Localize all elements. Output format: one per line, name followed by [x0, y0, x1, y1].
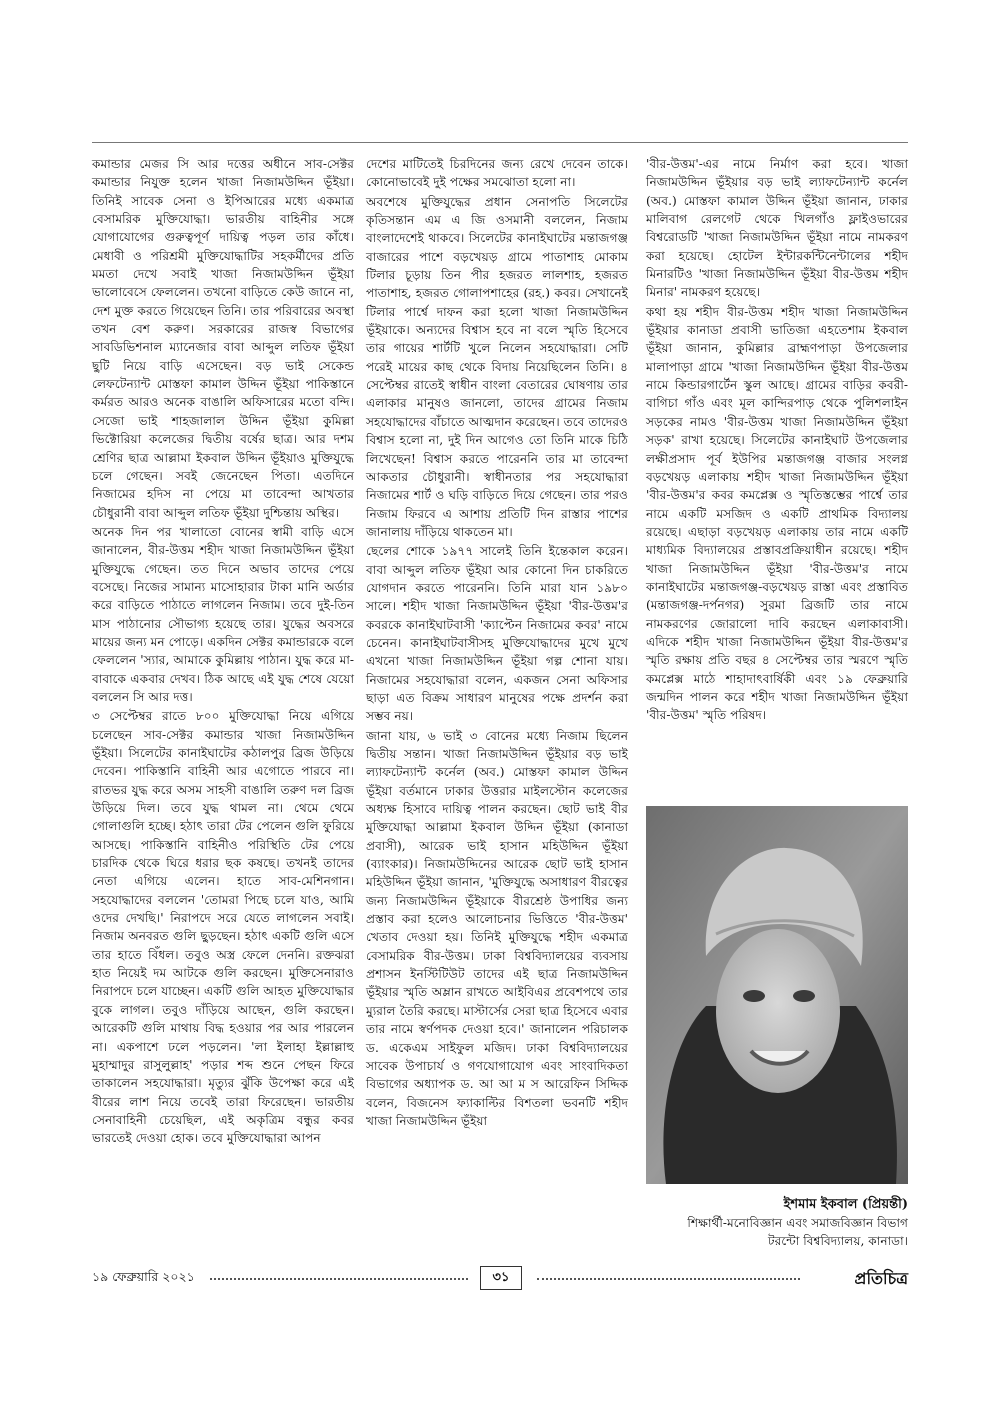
author-photo: [646, 806, 908, 1184]
publication-logo: প্রতিচিত্র: [854, 1269, 908, 1288]
paragraph: 'বীর-উত্তম'-এর নামে নির্মাণ করা হবে। খাজা নিজামউদ্দিন ভূঁইয়ার বড় ভাই ল্যাফটেন্যান্ট কর্নেল (অব.) মোস্তফা কামাল উদ্দিন ভূঁইয়া জানান, ঢাকার মালিবাগ রেলগেট থেকে খিলগাঁও ফ্লাইওভারের বিশ্বরোডটি 'খাজা নিজামউদ্দিন ভূঁইয়া নামে নামকরণ করা হয়েছে। হোটেল ইন্টারকন্টিনেন্টালের শহীদ মিনারটিও 'খাজা নিজামউদ্দিন ভূঁইয়া বীর-উত্তম শহীদ মিনার' নামকরণ হয়েছে।: [646, 157, 908, 300]
author-photo-image: [646, 806, 908, 1184]
paragraph: ছেলের শোকে ১৯৭৭ সালেই তিনি ইন্তেকাল করেন। বাবা আব্দুল লতিফ ভূঁইয়া আর কোনো দিন চাকরিতে যোগদান করতে পারেননি। তিনি মারা যান ১৯৮০ সালে। শহীদ খাজা নিজামউদ্দিন ভূঁইয়া 'বীর-উত্তম'র কবরকে কানাইঘাটবাসী 'ক্যাপ্টেন নিজামের কবর' নামে চেনেন। কানাইঘাটবাসীসহ মুক্তিযোদ্ধাদের মুখে মুখে এখনো খাজা নিজামউদ্দিন ভূঁইয়া গল্প শোনা যায়। নিজামের সহযোদ্ধারা বলেন, একজন সেনা অফিসার ছাড়া এত বিক্রম সাধারণ মানুষের পক্ষে প্রদর্শন করা সম্ভব নয়।: [366, 544, 628, 724]
page-number: ৩১: [480, 1266, 522, 1290]
caption-name: ইশমাম ইকবাল (প্রিয়ন্তী): [783, 1197, 908, 1212]
caption-line-1: শিক্ষার্থী-মনোবিজ্ঞান এবং সমাজবিজ্ঞান বিভাগ: [687, 1216, 908, 1230]
footer-date: ১৯ ফেব্রুয়ারি ২০২১: [92, 1269, 195, 1284]
header-rule: [92, 142, 908, 143]
paragraph: জানা যায়, ৬ ভাই ৩ বোনের মধ্যে নিজাম ছিলেন দ্বিতীয় সন্তান। খাজা নিজামউদ্দিন ভূঁইয়ার বড় ভাই ল্যাফটেন্যান্ট কর্নেল (অব.) মোস্তফা কামাল উদ্দিন ভূঁইয়া বর্তমানে ঢাকার উত্তরার মাইলস্টোন কলেজের অধ্যক্ষ হিসাবে দায়িত্ব পালন করছেন। ছোট ভাই বীর মুক্তিযোদ্ধা আল্লামা ইকবাল উদ্দিন ভূঁইয়া (কানাডা প্রবাসী), আরেক ভাই হাসান মহিউদ্দিন ভূঁইয়া (ব্যাংকার)। নিজামউদ্দিনের আরেক ছোট ভাই হাসান মহিউদ্দিন ভূঁইয়া জানান, 'মুক্তিযুদ্ধে অসাধারণ বীরত্বের জন্য নিজামউদ্দিন ভূঁইয়াকে বীরশ্রেষ্ঠ উপাধির জন্য প্রস্তাব করা হলেও আলোচনার ভিত্তিতে 'বীর-উত্তম' খেতাব দেওয়া হয়। তিনিই মুক্তিযুদ্ধে শহীদ একমাত্র বেসামরিক বীর-উত্তম। ঢাকা বিশ্ববিদ্যালয়ের ব্যবসায় প্রশাসন ইনস্টিটিউট তাদের এই ছাত্র নিজামউদ্দিন ভূঁইয়ার স্মৃতি অম্লান রাখতে আইবিএর প্রবেশপথে তার ম্যুরাল তৈরি করছে। মাস্টার্সের সেরা ছাত্র হিসেবে এবার তার নামে স্বর্ণপদক দেওয়া হবে।' জানালেন পরিচালক ড. একেএম সাইফুল মজিদ। ঢাকা বিশ্ববিদ্যালয়ের সাবেক উপাচার্য ও গণযোগাযোগ এবং সাংবাদিকতা বিভাগের অধ্যাপক ড. আ আ ম স আরেফিন সিদ্দিক বলেন, বিজনেস ফ্যাকাল্টির বিশতলা ভবনটি শহীদ খাজা নিজামউদ্দিন ভূঁইয়া: [366, 728, 628, 1128]
article-column-2: [366, 155, 628, 1131]
article-column-1: [92, 155, 354, 1149]
paragraph: কথা হয় শহীদ বীর-উত্তম শহীদ খাজা নিজামউদ্দিন ভূঁইয়ার কানাডা প্রবাসী ভাতিজা এহতেশাম ইকবাল ভূঁইয়া জানান, কুমিল্লার ব্রাহ্মণপাড়া উপজেলার মালাপাড়া গ্রামে 'খাজা নিজামউদ্দিন ভূঁইয়া বীর-উত্তম নামে কিন্ডারগার্টেন স্কুল আছে। গ্রামের বাড়ির কবরী-বাগিচা গাঁও এবং মূল কান্দিরপাড় থেকে পুলিশলাইন সড়কের নামও 'বীর-উত্তম খাজা নিজামউদ্দিন ভূঁইয়া সড়ক' রাখা হয়েছে। সিলেটের কানাইঘাট উপজেলার লক্ষীপ্রসাদ পূর্ব ইউপির মন্তাজগঞ্জ বাজার সংলগ্ন বড়খেয়ড় এলাকায় শহীদ খাজা নিজামউদ্দিন ভূঁইয়া 'বীর-উত্তম'র কবর কমপ্লেক্স ও স্মৃতিস্তম্ভের পার্শ্বে তার নামে একটি মসজিদ ও একটি প্রাথমিক বিদ্যালয় রয়েছে। এছাড়া বড়খেয়ড় এলাকায় তার নামে একটি মাধ্যমিক বিদ্যালয়ের প্রস্তাবপ্রক্রিয়াধীন রয়েছে। শহীদ খাজা নিজামউদ্দিন ভূঁইয়া 'বীর-উত্তম'র নামে কানাইঘাটের মন্তাজগঞ্জ-বড়খেয়ড় রাস্তা এবং প্রস্তাবিত (মন্তাজগঞ্জ-দর্পনগর) সুরমা ব্রিজটি তার নামে নামকরণের জোরালো দাবি করছেন এলাকাবাসী। এদিকে শহীদ খাজা নিজামউদ্দিন ভূঁইয়া বীর-উত্তম'র স্মৃতি রক্ষায় প্রতি বছর ৪ সেপ্টেম্বর তার স্মরণে স্মৃতি কমপ্লেক্স মাঠে শাহাদাৎবার্ষিকী এবং ১৯ ফেব্রুয়ারি জন্মদিন পালন করে শহীদ খাজা নিজামউদ্দিন ভূঁইয়া 'বীর-উত্তম' স্মৃতি পরিষদ।: [646, 304, 908, 723]
photo-caption: [646, 1196, 908, 1250]
paragraph: কমান্ডার মেজর সি আর দত্তের অধীনে সাব-সেক্টর কমান্ডার নিযুক্ত হলেন খাজা নিজামউদ্দিন ভূঁইয়া। তিনিই সাবেক সেনা ও ইপিআরের মধ্যে একমাত্র বেসামরিক মুক্তিযোদ্ধা। ভারতীয় বাহিনীর সঙ্গে যোগাযোগের গুরুত্বপূর্ণ দায়িত্ব পড়ল তার কাঁধে। মেধাবী ও পরিশ্রমী মুক্তিযোদ্ধাটির সহকর্মীদের প্রতি মমতা দেখে সবাই খাজা নিজামউদ্দিন ভূঁইয়া ভালোবেসে ফেললেন। তখনো বাড়িতে কেউ জানে না, দেশ মুক্ত করতে গিয়েছেন তিনি। তার পরিবারের অবস্থা তখন বেশ করুণ। সরকারের রাজস্ব বিভাগের সাবডিভিশনাল ম্যানেজার বাবা আব্দুল লতিফ ভূঁইয়া ছুটি নিয়ে বাড়ি এসেছেন। বড় ভাই সেকেন্ড লেফটেন্যান্ট মোস্তফা কামাল উদ্দিন ভূঁইয়া পাকিস্তানে কর্মরত আরও অনেক বাঙালি অফিসারের মতো বন্দি। সেজো ভাই শাহজালাল উদ্দিন ভূঁইয়া কুমিল্লা ভিক্টোরিয়া কলেজের দ্বিতীয় বর্ষের ছাত্র। আর দশম শ্রেণির ছাত্র আল্লামা ইকবাল উদ্দিন ভূঁইয়াও মুক্তিযুদ্ধে চলে গেছেন। সবই জেনেছেন পিতা। এতদিনে নিজামের হদিস না পেয়ে মা তাবেন্দা আখতার চৌধুরানী বাবা আব্দুল লতিফ ভূঁইয়া দুশ্চিন্তায় অস্থির।: [92, 157, 354, 520]
paragraph: ৩ সেপ্টেম্বর রাতে ৮০০ মুক্তিযোদ্ধা নিয়ে এগিয়ে চলেছেন সাব-সেক্টর কমান্ডার খাজা নিজামউদ্দিন ভূঁইয়া। সিলেটের কানাইঘাটের কঠালপুর ব্রিজ উড়িয়ে দেবেন। পাকিস্তানি বাহিনী আর এগোতে পারবে না। রাতভর যুদ্ধ করে অসম সাহসী বাঙালি তরুণ দল ব্রিজ উড়িয়ে দিল। তবে যুদ্ধ থামল না। থেমে থেমে গোলাগুলি হচ্ছে। হঠাৎ তারা টের পেলেন গুলি ফুরিয়ে আসছে। পাকিস্তানি বাহিনীও পরিস্থিতি টের পেয়ে চারদিক থেকে ঘিরে ধরার ছক কষছে। তখনই তাদের নেতা এগিয়ে এলেন। হাতে সাব-মেশিনগান। সহযোদ্ধাদের বললেন 'তোমরা পিছে চলে যাও, আমি ওদের দেখছি।' নিরাপদে সরে যেতে লাগলেন সবাই। নিজাম অনবরত গুলি ছুড়ছেন। হঠাৎ একটি গুলি এসে তার হাতে বিঁধল। তবুও অস্ত্র ফেলে দেননি। রক্তঝরা হাত নিয়েই দম আটকে গুলি করছেন। মুক্তিসেনারাও নিরাপদে চলে যাচ্ছেন। একটি গুলি আহত মুক্তিযোদ্ধার বুকে লাগল। তবুও দাঁড়িয়ে আছেন, গুলি করছেন। আরেকটি গুলি মাথায় বিদ্ধ হওয়ার পর আর পারলেন না। একপাশে ঢলে পড়লেন। 'লা ইলাহা ইল্লাল্লাহু মুহাম্মাদুর রাসুলুল্লাহ' পড়ার শব্দ শুনে পেছন ফিরে তাকালেন সহযোদ্ধারা। মৃত্যুর ঝুঁকি উপেক্ষা করে এই বীরের লাশ নিয়ে তবেই তারা ফিরেছেন। ভারতীয় সেনাবাহিনী চেয়েছিল, এই অকৃত্রিম বন্ধুর কবর ভারতেই দেওয়া হোক। তবে মুক্তিযোদ্ধারা আপন: [92, 709, 354, 1146]
paragraph: অনেক দিন পর খালাতো বোনের স্বামী বাড়ি এসে জানালেন, বীর-উত্তম শহীদ খাজা নিজামউদ্দিন ভূঁইয়া মুক্তিযুদ্ধে গেছেন। তত দিনে অভাব তাদের পেয়ে বসেছে। নিজের সামান্য মাসোহারার টাকা মানি অর্ডার করে বাড়িতে পাঠাতে লাগলেন নিজাম। তবে দুই-তিন মাস পাঠানোর সৌভাগ্য হয়েছে তার। যুদ্ধের অবসরে মায়ের জন্য মন পোড়ে। একদিন সেক্টর কমান্ডারকে বলে ফেললেন 'স্যার, আমাকে কুমিল্লায় পাঠান। যুদ্ধ করে মা-বাবাকে একবার দেখব। ঠিক আছে এই যুদ্ধ শেষে যেয়ো বললেন সি আর দত্ত।: [92, 524, 354, 704]
page-footer: [92, 1266, 908, 1290]
paragraph: অবশেষে মুক্তিযুদ্ধের প্রধান সেনাপতি সিলেটের কৃতিসন্তান এম এ জি ওসমানী বললেন, নিজাম বাংলাদেশেই থাকবে। সিলেটের কানাইঘাটের মন্তাজগঞ্জ বাজারের পাশে বড়খেয়ড় গ্রামে পাতাশাহ মোকাম টিলার চূড়ায় তিন পীর হজরত লালশাহ, হজরত পাতাশাহ, হজরত গোলাপশাহের (রহ.) কবর। সেখানেই টিলার পার্শ্বে দাফন করা হলো খাজা নিজামউদ্দিন ভূঁইয়াকে। অন্যদের বিশ্বাস হবে না বলে স্মৃতি হিসেবে তার গায়ের শার্টটি খুলে নিলেন সহযোদ্ধারা। সেটি পরেই মায়ের কাছ থেকে বিদায় নিয়েছিলেন তিনি। ৪ সেপ্টেম্বর রাতেই স্বাধীন বাংলা বেতারের ঘোষণায় তার এলাকার মানুষও জানলো, তাদের গ্রামের নিজাম সহযোদ্ধাদের বাঁচাতে আত্মদান করেছেন। তবে তাদেরও বিশ্বাস হলো না, দুই দিন আগেও তো তিনি মাকে চিঠি লিখেছেন! বিশ্বাস করতে পারেননি তার মা তাবেন্দা আকতার চৌধুরানী। স্বাধীনতার পর সহযোদ্ধারা নিজামের শার্ট ও ঘড়ি বাড়িতে দিয়ে গেছেন। তার পরও নিজাম ফিরবে এ আশায় প্রতিটি দিন রাস্তার পাশের জানালায় দাঁড়িয়ে থাকতেন মা।: [366, 194, 628, 539]
paragraph: দেশের মাটিতেই চিরদিনের জন্য রেখে দেবেন তাকে। কোনোভাবেই দুই পক্ষের সমঝোতা হলো না।: [366, 157, 628, 190]
footer-dots-left: [210, 1278, 468, 1280]
caption-line-2: টরন্টো বিশ্ববিদ্যালয়, কানাডা।: [768, 1234, 908, 1248]
footer-dots-right: [537, 1278, 800, 1280]
article-column-3: [646, 155, 908, 726]
